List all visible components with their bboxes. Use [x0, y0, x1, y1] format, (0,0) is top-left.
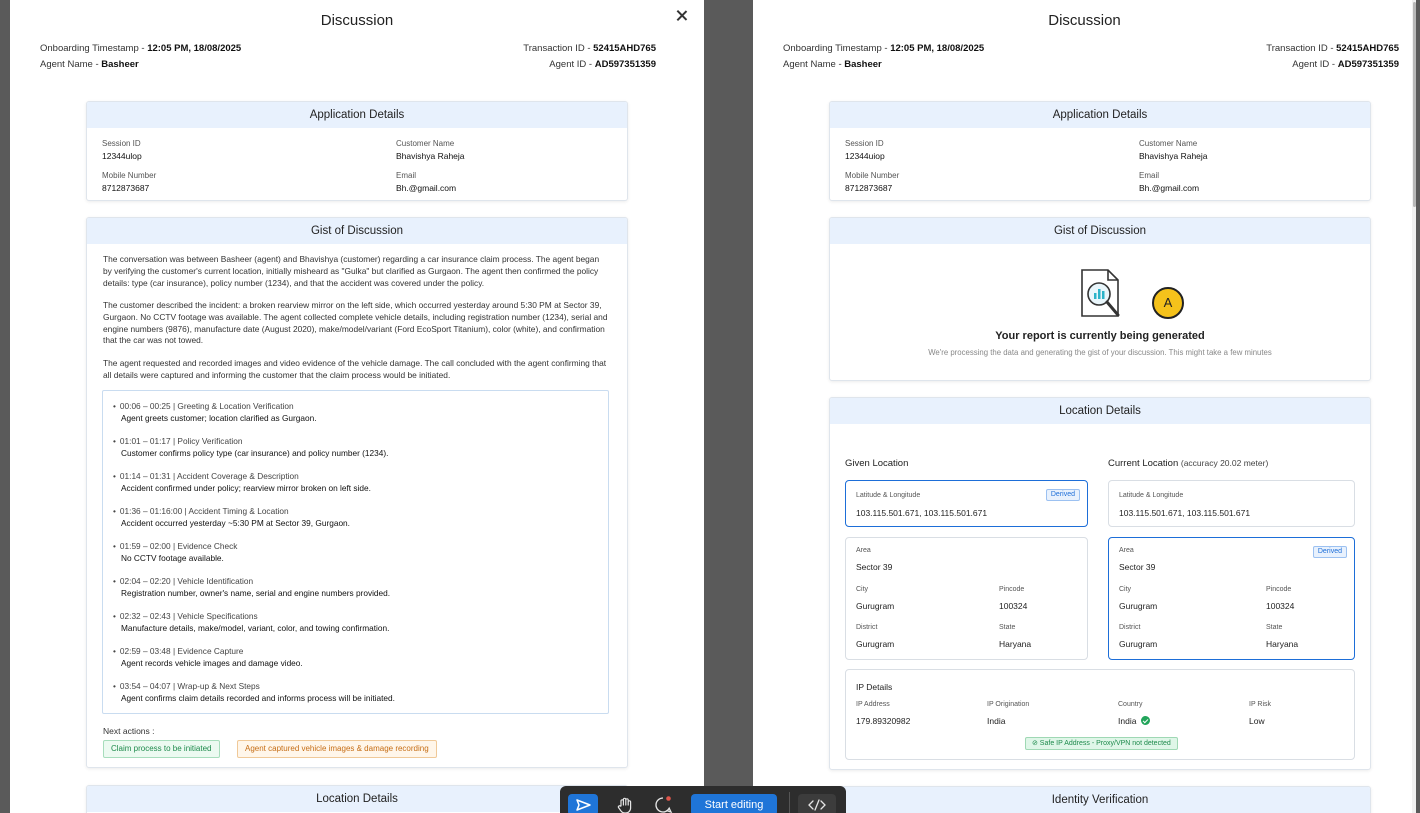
transaction-id-value: 52415AHD765 — [593, 43, 656, 54]
gist-paragraph-3: The agent requested and recorded images and video evidence of the vehicle damage. The call concluded with the agent confirming that all details were captured and informing the customer that the claim process would be initiated. — [103, 358, 607, 380]
card-heading: Identity Verification — [830, 787, 1370, 813]
current-address-box — [1108, 537, 1355, 660]
ip-details-title: IP Details — [856, 682, 893, 692]
comment-icon — [652, 794, 674, 813]
session-id-label: Session ID — [845, 139, 884, 148]
timeline-item — [113, 401, 602, 423]
right-discussion-panel — [753, 0, 1416, 813]
transaction-id-label: Transaction ID - — [523, 43, 594, 54]
state-value: Haryana — [1266, 639, 1299, 649]
identity-verification-card — [829, 786, 1371, 813]
timeline-item-body: Customer confirms policy type (car insurance) and policy number (1234). — [121, 448, 389, 458]
gist-card — [86, 217, 628, 768]
city-label: City — [1119, 586, 1132, 593]
report-generating-subtitle: We're processing the data and generating the gist of your discussion. This might take a few minutes — [928, 348, 1272, 357]
city-label: City — [856, 586, 869, 593]
verified-check-icon — [1141, 716, 1150, 725]
safe-ip-badge: ⊘ Safe IP Address - Proxy/VPN not detected — [1025, 737, 1178, 750]
onboarding-value: 12:05 PM, 18/08/2025 — [147, 43, 242, 54]
state-label: State — [1266, 624, 1283, 631]
avatar[interactable]: A — [1152, 287, 1184, 319]
state-label: State — [999, 624, 1016, 631]
agent-id-value: AD597351359 — [594, 59, 656, 70]
next-actions-label: Next actions : — [103, 726, 155, 736]
agent-id-value: AD597351359 — [1337, 59, 1399, 70]
code-icon — [798, 794, 836, 813]
start-editing-button[interactable]: Start editing — [691, 794, 777, 813]
area-label: Area — [856, 547, 871, 554]
gist-paragraph-2: The customer described the incident: a broken rearview mirror on the left side, which occurred yesterday around 5:30 PM at Sector 39, Gurgaon. No CCTV footage was available. The agent collected complete vehicle details, including registration number (1234), serial and engine numbers (9876), manufacture date (August 2020), make/model/variant (Ford EcoSport Titanium), color (white), and confirmation that the car was not towed. — [103, 300, 608, 346]
card-heading: Location Details — [87, 786, 627, 812]
location-accuracy: (accuracy 20.02 meter) — [1180, 458, 1269, 468]
area-value: Sector 39 — [856, 562, 893, 572]
panel-title: Discussion — [1048, 12, 1121, 29]
mobile-label: Mobile Number — [845, 171, 900, 180]
card-heading: Gist of Discussion — [87, 218, 627, 244]
ip-risk-value: Low — [1249, 716, 1265, 726]
gist-paragraph-1: The conversation was between Basheer (agent) and Bhavishya (customer) regarding a car insurance claim process. The agent began by verifying the customer's current location, initially misheard as "Gulka" but clarified as Gurgaon. The agent then confirmed the policy details: type (car insurance), policy number (1234), and that the accident was covered under the policy. — [103, 254, 600, 288]
area-value: Sector 39 — [1119, 562, 1156, 572]
mobile-value: 8712873687 — [845, 183, 893, 193]
timeline-item-head: • 02:59 – 03:48 | Evidence Capture — [113, 646, 602, 656]
timeline-item-body: Accident occurred yesterday ~5:30 PM at Sector 39, Gurgaon. — [121, 518, 350, 528]
ip-risk-label: IP Risk — [1249, 701, 1272, 708]
agent-name-value: Basheer — [101, 59, 139, 70]
district-label: District — [856, 624, 878, 631]
transaction-id-value: 52415AHD765 — [1336, 43, 1399, 54]
session-id-label: Session ID — [102, 139, 141, 148]
timeline-item-body: Agent records vehicle images and damage video. — [121, 658, 303, 668]
card-heading: Gist of Discussion — [830, 218, 1370, 244]
latlng-label: Latitude & Longitude — [1119, 492, 1184, 499]
next-action-chip: Agent captured vehicle images & damage recording — [237, 740, 437, 758]
district-value: Gurugram — [1119, 639, 1158, 649]
session-id-value: 12344ulop — [102, 151, 142, 161]
customer-name-label: Customer Name — [396, 139, 455, 148]
editor-toolbar — [560, 786, 846, 813]
meta-left — [40, 41, 241, 73]
area-label: Area — [1119, 547, 1134, 554]
ip-details-box — [845, 669, 1355, 760]
city-value: Gurugram — [1119, 601, 1158, 611]
timeline-item-head: • 01:59 – 02:00 | Evidence Check — [113, 541, 602, 551]
timeline-item-head: • 00:06 – 00:25 | Greeting & Location Verification — [113, 401, 602, 411]
application-details-card — [86, 101, 628, 201]
card-heading: Application Details — [87, 102, 627, 128]
country-cell — [1118, 716, 1150, 726]
onboarding-label: Onboarding Timestamp - — [783, 43, 891, 54]
meta-right — [523, 41, 656, 73]
timeline-item-body: Agent greets customer; location clarified as Gurgaon. — [121, 413, 317, 423]
city-value: Gurugram — [856, 601, 895, 611]
given-latlng-box — [845, 480, 1088, 527]
timeline-item — [113, 541, 602, 563]
pincode-label: Pincode — [999, 586, 1025, 593]
current-latlng-box — [1108, 480, 1355, 527]
report-generating-icon — [1078, 268, 1126, 322]
customer-name-value: Bhavishya Raheja — [396, 151, 465, 161]
agent-id-label: Agent ID - — [1292, 59, 1338, 70]
district-value: Gurugram — [856, 639, 895, 649]
timeline-item — [113, 436, 602, 458]
current-latlng-value: 103.115.501.671, 103.115.501.671 — [1119, 508, 1251, 518]
email-label: Email — [396, 171, 417, 180]
pincode-value: 100324 — [999, 601, 1028, 611]
email-label: Email — [1139, 171, 1160, 180]
ip-address-value: 179.89320982 — [856, 716, 911, 726]
agent-id-label: Agent ID - — [549, 59, 595, 70]
timeline-item — [113, 576, 602, 598]
onboarding-label: Onboarding Timestamp - — [40, 43, 148, 54]
ip-origination-label: IP Origination — [987, 701, 1030, 708]
timeline-item-head: • 01:14 – 01:31 | Accident Coverage & Description — [113, 471, 602, 481]
email-value: Bh.@gmail.com — [1139, 183, 1200, 193]
customer-name-value: Bhavishya Raheja — [1139, 151, 1208, 161]
left-discussion-panel — [10, 0, 704, 813]
scrollbar[interactable] — [1412, 0, 1416, 813]
district-label: District — [1119, 624, 1141, 631]
timeline-item-body: Registration number, owner's name, serial and engine numbers provided. — [121, 588, 391, 598]
meta-right — [1266, 41, 1399, 73]
ip-origination-value: India — [987, 716, 1006, 726]
mobile-value: 8712873687 — [102, 183, 150, 193]
agent-name-label: Agent Name - — [40, 59, 102, 70]
country-value: India — [1118, 716, 1137, 726]
comment-tool-button[interactable] — [652, 794, 674, 813]
report-generating-title: Your report is currently being generated — [995, 330, 1205, 342]
card-heading: Application Details — [830, 102, 1370, 128]
latlng-label: Latitude & Longitude — [856, 492, 921, 499]
location-details-card — [86, 785, 628, 813]
agent-name-label: Agent Name - — [783, 59, 845, 70]
derived-badge: Derived — [1046, 489, 1080, 501]
timeline-item-body: Agent confirms claim details recorded and informs process will be initiated. — [121, 693, 395, 703]
panel-title: Discussion — [320, 12, 394, 29]
timeline-item-body: Accident confirmed under policy; rearview mirror broken on left side. — [121, 483, 371, 493]
pincode-value: 100324 — [1266, 601, 1295, 611]
timeline-item — [113, 506, 602, 528]
select-tool-button[interactable] — [568, 794, 598, 813]
location-details-card — [829, 397, 1371, 770]
timeline-item-body: Manufacture details, make/model, variant, color, and towing confirmation. — [121, 623, 390, 633]
timeline-item-head: • 03:54 – 04:07 | Wrap-up & Next Steps — [113, 681, 602, 691]
timeline-item — [113, 646, 602, 668]
timeline-item-head: • 01:01 – 01:17 | Policy Verification — [113, 436, 602, 446]
derived-badge: Derived — [1313, 546, 1347, 558]
email-value: Bh.@gmail.com — [396, 183, 457, 193]
given-latlng-value: 103.115.501.671, 103.115.501.671 — [856, 508, 988, 518]
given-address-box — [845, 537, 1088, 660]
timeline-item-body: No CCTV footage available. — [121, 553, 224, 563]
meta-left — [783, 41, 984, 73]
hand-tool-button[interactable] — [614, 794, 636, 813]
gist-card — [829, 217, 1371, 381]
customer-name-label: Customer Name — [1139, 139, 1198, 148]
toolbar-divider — [789, 792, 790, 813]
current-location-title — [1108, 458, 1268, 469]
mobile-label: Mobile Number — [102, 171, 157, 180]
state-value: Haryana — [999, 639, 1032, 649]
transaction-id-label: Transaction ID - — [1266, 43, 1337, 54]
next-action-chip: Claim process to be initiated — [103, 740, 220, 758]
timeline-item-head: • 01:36 – 01:16:00 | Accident Timing & Location — [113, 506, 602, 516]
discussion-timeline — [102, 390, 609, 714]
close-icon[interactable] — [672, 6, 692, 26]
timeline-item-head: • 02:32 – 02:43 | Vehicle Specifications — [113, 611, 602, 621]
code-view-button[interactable] — [798, 794, 836, 813]
timeline-item — [113, 471, 602, 493]
scrollbar-thumb[interactable] — [1413, 2, 1416, 207]
session-id-value: 12344uiop — [845, 151, 885, 161]
timeline-item-head: • 02:04 – 02:20 | Vehicle Identification — [113, 576, 602, 586]
onboarding-value: 12:05 PM, 18/08/2025 — [890, 43, 985, 54]
cursor-icon — [568, 794, 598, 813]
timeline-item — [113, 681, 602, 703]
hand-icon — [614, 794, 636, 813]
pincode-label: Pincode — [1266, 586, 1292, 593]
card-heading: Location Details — [830, 398, 1370, 424]
application-details-card — [829, 101, 1371, 201]
ip-address-label: IP Address — [856, 701, 890, 708]
country-label: Country — [1118, 701, 1143, 708]
current-location-label: Current Location — [1108, 458, 1179, 469]
given-location-title: Given Location — [845, 458, 909, 469]
timeline-item — [113, 611, 602, 633]
agent-name-value: Basheer — [844, 59, 882, 70]
